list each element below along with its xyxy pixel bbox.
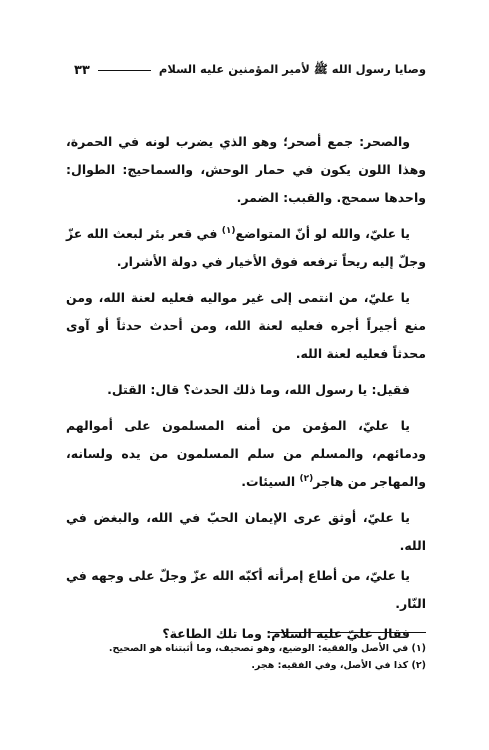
footnotes [66, 640, 426, 674]
footnote-ref: (٢) [299, 473, 314, 484]
paragraph-part: يا عليّ، والله لو أنّ المتواضع [235, 226, 410, 241]
footnote: (١) في الأصل والفقيه: الوضيع، وهو تصحيف، وما أثبتناه هو الصحيح. [108, 643, 426, 654]
page-number: ٣٣ [74, 62, 90, 78]
paragraph: يا عليّ، من أطاع إمرأته أكبّه الله عزّ وجلّ على وجهه في النّار. [66, 568, 426, 611]
header-rule [98, 70, 151, 71]
footnote-separator [270, 632, 426, 633]
paragraph: فقيل: يا رسول الله، وما ذلك الحدث؟ قال: القتل. [107, 382, 410, 397]
paragraph-part: يا عليّ، المؤمن من أمنه المسلمون على أموالهم ودمائهم، والمسلم من سلم المسلمون من يده ولسانه، والمهاجر من هاجر [66, 418, 426, 489]
paragraph: والصحر: جمع أصحر؛ وهو الذي يضرب لونه في الحمرة، وهذا اللون يكون في حمار الوحش، والسماحيج: الطوال: واحدها سمحج. والقبب: الضمر. [66, 134, 426, 205]
paragraph [66, 220, 426, 276]
header-title: وصايا رسول الله ﷺ لأمير المؤمنين عليه السلام [158, 61, 426, 76]
paragraph [66, 412, 426, 496]
paragraph-part: السيئات. [241, 474, 296, 489]
paragraph: يا عليّ، أوثق عرى الإيمان الحبّ في الله، والبغض في الله. [66, 510, 426, 553]
footnote-ref: (١) [221, 225, 236, 236]
main-text [66, 128, 426, 656]
paragraph-part: في قعر بئر لبعث الله عزّ وجلّ إليه ريحاً ترفعه فوق الأخيار في دولة الأشرار. [66, 226, 426, 269]
footnote: (٢) كذا في الأصل، وفي الفقيه: هجر. [251, 660, 426, 671]
paragraph: فقال عليّ عليه السلام: وما تلك الطاعة؟ [162, 626, 410, 641]
running-header [74, 60, 426, 80]
paragraph: يا عليّ، من انتمى إلى غير مواليه فعليه لعنة الله، ومن منع أجيراً أجره فعليه لعنة الله، ومن أحدث حدثاً أو آوى محدثاً فعليه لعنة الله. [66, 290, 426, 361]
